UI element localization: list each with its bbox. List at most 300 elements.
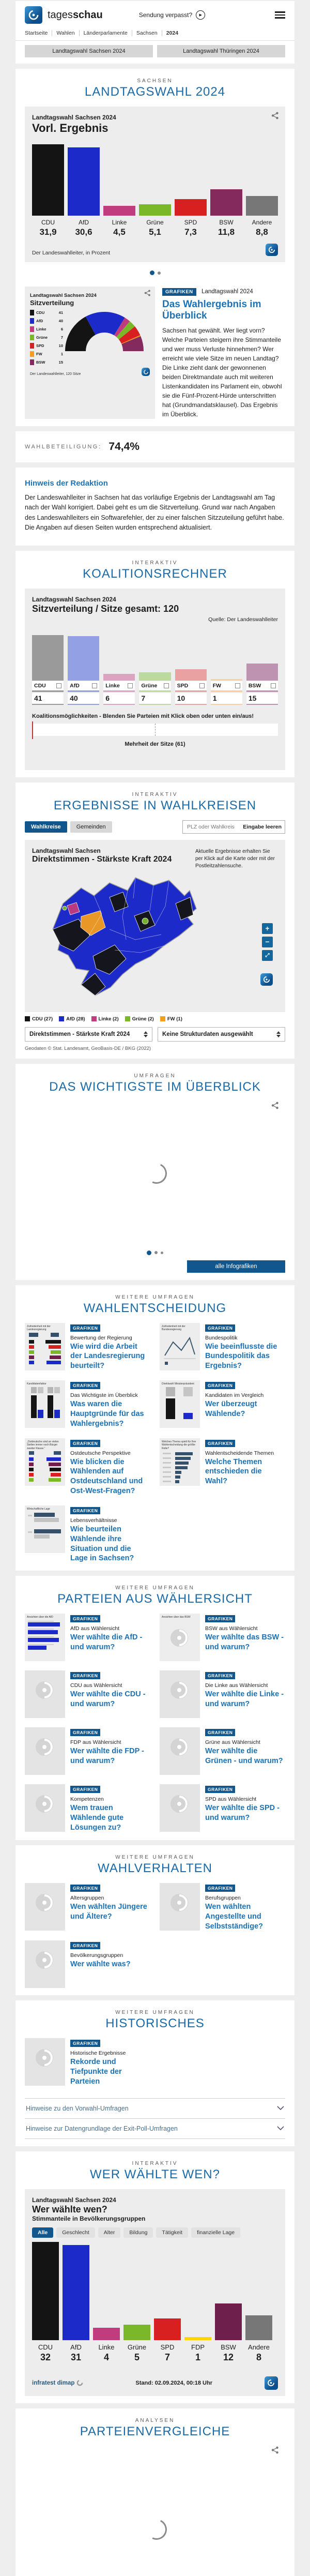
coalition-bar[interactable] bbox=[175, 669, 207, 680]
section-title: PARTEIENVERGLEICHE bbox=[80, 2424, 230, 2438]
filter-pill-finanzielle-lage[interactable]: finanzielle Lage bbox=[191, 2227, 240, 2238]
coalition-party-toggle[interactable] bbox=[32, 681, 64, 692]
teaser-title-link[interactable]: Wer wählte die AfD - und warum? bbox=[70, 1633, 143, 1652]
chart-column bbox=[68, 144, 100, 237]
coalition-kicker: Landtagswahl Sachsen 2024 bbox=[32, 595, 116, 603]
carousel-dots[interactable] bbox=[25, 1251, 285, 1255]
party-checkbox[interactable] bbox=[92, 683, 97, 688]
section-kicker: WEITERE UMFRAGEN bbox=[115, 1854, 195, 1860]
teaser-info bbox=[205, 1727, 285, 1775]
teaser-thumbnail bbox=[25, 1784, 65, 1832]
section-kicker: WEITERE UMFRAGEN bbox=[115, 1294, 195, 1300]
bar-afd[interactable] bbox=[68, 147, 100, 216]
teaser-card[interactable] bbox=[25, 2038, 150, 2087]
map-legend-item bbox=[160, 1016, 182, 1022]
coalition-party-toggle[interactable] bbox=[103, 681, 135, 692]
coalition-bar[interactable] bbox=[246, 664, 278, 680]
legend-seats: 15 bbox=[58, 360, 63, 365]
who-voted-subtitle: Stimmanteile in Bevölkerungsgruppen bbox=[32, 2215, 146, 2222]
chart-column bbox=[175, 144, 207, 237]
bar-value: 32 bbox=[40, 2352, 51, 2362]
teaser-kicker: Kompetenzen bbox=[70, 1796, 104, 1803]
teaser-title-link[interactable]: Welche Themen entschieden die Wahl? bbox=[205, 1457, 262, 1486]
thumbnail-chart-line-icon bbox=[162, 1333, 198, 1365]
legend-label: FW (1) bbox=[167, 1016, 182, 1022]
thumbnail-chart-ph-icon bbox=[162, 1786, 198, 1830]
chart-kicker: Landtagswahl Sachsen 2024 bbox=[32, 114, 116, 121]
teaser-kicker: Die Linke aus Wählersicht bbox=[205, 1682, 268, 1689]
carousel-dot[interactable] bbox=[154, 1251, 158, 1254]
teaser-text: Sachsen hat gewählt. Wer liegt vorn? Welche Parteien steigern ihre Stimmanteile und wer muss Verluste hinnehmen? Wer erreicht wie viele Sitze im neuen Landtag? Die Linke zieht dank der gewonnenen beiden Direktmandate auch mit weiteren Listenkandidaten ins Parlament ein, obwohl sie die Fünf-Prozent-Hürde unterschritten hat (Grundmandatsklausel). Das Ergebnis im Überblick. bbox=[162, 327, 282, 418]
teaser-card[interactable] bbox=[160, 1438, 285, 1496]
thumbnail-chart-ph-icon bbox=[27, 1942, 63, 1986]
menu-icon[interactable] bbox=[275, 11, 285, 19]
legend-swatch bbox=[30, 335, 34, 340]
grafiken-badge: GRAFIKEN bbox=[205, 1786, 235, 1793]
teaser-card[interactable] bbox=[160, 1883, 285, 1932]
thumbnail-caption: Ansichten über das BSW bbox=[162, 1616, 191, 1619]
legend-label: Grüne (2) bbox=[132, 1016, 154, 1022]
coalition-bar-area bbox=[103, 633, 135, 681]
bar-value: 11,8 bbox=[218, 227, 235, 237]
teaser-title-link[interactable]: Wen wählten Angestellte und Selbstständige? bbox=[205, 1902, 263, 1931]
region-tab-bar bbox=[16, 40, 295, 57]
grafiken-badge: GRAFIKEN bbox=[70, 1507, 100, 1514]
coalition-bar[interactable] bbox=[32, 635, 64, 681]
filter-pill-alle[interactable]: Alle bbox=[32, 2227, 53, 2238]
teaser-card[interactable] bbox=[160, 1614, 285, 1661]
legend-party: SPD bbox=[36, 343, 44, 348]
filter-pills bbox=[32, 2227, 278, 2238]
section-title: KOALITIONSRECHNER bbox=[83, 566, 227, 581]
teaser-card[interactable] bbox=[25, 1940, 150, 1988]
teaser-title-link[interactable]: Wer wählte das BSW - und warum? bbox=[205, 1633, 284, 1652]
chart-column bbox=[154, 2242, 181, 2363]
thumbnail-chart-ph-icon bbox=[162, 1673, 198, 1716]
overview-row bbox=[25, 287, 285, 419]
bar-spd[interactable] bbox=[154, 2318, 181, 2340]
coalition-bar[interactable] bbox=[68, 636, 99, 681]
teaser-kicker: Bundespolitik bbox=[205, 1334, 238, 1341]
plz-search-input[interactable] bbox=[186, 823, 243, 831]
breadcrumb-item[interactable]: Länderparlamente bbox=[79, 30, 132, 36]
bar-area bbox=[63, 2242, 89, 2340]
grafiken-badge: GRAFIKEN bbox=[205, 1615, 235, 1622]
teaser-kicker: AfD aus Wählersicht bbox=[70, 1625, 120, 1632]
tagesschau-logo[interactable] bbox=[25, 6, 42, 24]
zoom-out-button[interactable]: − bbox=[262, 937, 273, 947]
teaser-card[interactable] bbox=[160, 1380, 285, 1429]
section-kicker: INTERAKTIV bbox=[132, 791, 178, 797]
brand-wordmark[interactable] bbox=[48, 9, 103, 21]
zoom-in-button[interactable]: + bbox=[262, 923, 273, 934]
chart-column bbox=[215, 2242, 242, 2363]
section-wichtigste bbox=[16, 1064, 295, 1280]
thumbnail-chart-ph-icon bbox=[162, 1620, 198, 1652]
legend-party: Linke bbox=[36, 327, 47, 332]
header bbox=[16, 1, 295, 64]
teaser-info bbox=[70, 1505, 150, 1563]
coalition-bar[interactable] bbox=[211, 679, 242, 681]
bar-area bbox=[32, 144, 64, 216]
teaser-kicker: Grüne aus Wählersicht bbox=[205, 1739, 260, 1746]
teaser-card[interactable] bbox=[25, 1323, 150, 1372]
note-text: Der Landeswahlleiter in Sachsen hat das vorläufige Ergebnis der Landtagswahl am Tag nach der Wahl korrigiert. Dabei geht es um die Sitzverteilung. Grund war nach Angaben des Landeswahlleiters ein Softwarefehler, der zu einer falschen Sitzzuteilung geführt habe. Die Angaben auf diesen Seiten wurden entsprechend aktualisiert. bbox=[25, 494, 284, 532]
chart-column bbox=[63, 2242, 89, 2363]
coalition-bar-area bbox=[211, 633, 242, 681]
teaser-kicker: Wahlentscheidende Themen bbox=[205, 1450, 274, 1456]
bar-bsw[interactable] bbox=[215, 2303, 242, 2340]
legend-swatch bbox=[30, 310, 34, 315]
teaser-card[interactable] bbox=[160, 1727, 285, 1775]
bar-value: 31,9 bbox=[39, 227, 57, 237]
teaser-kicker: Lebensverhältnisse bbox=[70, 1517, 117, 1524]
teaser-card[interactable] bbox=[25, 1505, 150, 1563]
bar-grüne[interactable] bbox=[139, 204, 171, 216]
teaser-thumbnail bbox=[160, 1323, 200, 1370]
plz-searchbox bbox=[182, 820, 285, 834]
breadcrumb-item[interactable]: 2024 bbox=[162, 30, 182, 36]
thumbnail-chart-ph-icon bbox=[27, 1885, 63, 1929]
tab-landtagswahl-thueringen[interactable]: Landtagswahl Thüringen 2024 bbox=[157, 45, 285, 57]
section-ergebnis bbox=[16, 69, 295, 426]
seat-chart-source: Der Landeswahlleiter, 120 Sitze bbox=[30, 372, 81, 376]
share-icon[interactable] bbox=[271, 2446, 279, 2457]
tab-landtagswahl-sachsen[interactable]: Landtagswahl Sachsen 2024 bbox=[25, 45, 153, 57]
filter-pill-geschlecht[interactable]: Geschlecht bbox=[56, 2227, 95, 2238]
bar-cdu[interactable] bbox=[32, 2242, 59, 2340]
teaser-card[interactable] bbox=[160, 1670, 285, 1718]
map-legend bbox=[25, 1016, 285, 1022]
bar-label: AfD bbox=[70, 2343, 82, 2351]
teaser-grid bbox=[25, 1883, 285, 1989]
bar-area bbox=[215, 2242, 242, 2340]
teaser-card[interactable] bbox=[25, 1883, 150, 1932]
legend-label: Linke (2) bbox=[98, 1016, 119, 1022]
chart-column bbox=[32, 144, 64, 237]
coalition-column-linke bbox=[103, 633, 135, 705]
section-accordions bbox=[25, 2098, 285, 2139]
chart-column bbox=[210, 144, 242, 237]
thumbnail-chart-lage-icon bbox=[27, 1512, 63, 1544]
loading-spinner bbox=[143, 1160, 169, 1186]
teaser-info bbox=[205, 1380, 285, 1429]
coalition-party-toggle[interactable] bbox=[68, 681, 99, 692]
filter-pill-bildung[interactable]: Bildung bbox=[123, 2227, 153, 2238]
teaser-thumbnail bbox=[160, 1784, 200, 1832]
thumbnail-caption: Ansichten über die AfD bbox=[27, 1616, 53, 1619]
teaser-card[interactable] bbox=[25, 1784, 150, 1833]
party-checkbox[interactable] bbox=[164, 683, 169, 688]
teaser-title-link[interactable]: Wie blicken die Wählenden auf Ostdeutschland und Ost-West-Fragen? bbox=[70, 1457, 143, 1496]
coalition-bar-area bbox=[246, 633, 278, 681]
chart-column bbox=[184, 2242, 211, 2363]
teaser-title-link[interactable]: Was waren die Hauptgründe für das Wahlergebnis? bbox=[70, 1400, 144, 1428]
bar-andere[interactable] bbox=[246, 196, 278, 216]
party-checkbox[interactable] bbox=[128, 683, 133, 688]
legend-seats: 10 bbox=[58, 343, 63, 348]
chart-footer bbox=[32, 244, 278, 256]
party-checkbox[interactable] bbox=[56, 683, 61, 688]
map-source: Geodaten © Stat. Landesamt, GeoBasis-DE / BKG (2022) bbox=[25, 1045, 151, 1051]
teaser-info bbox=[205, 1883, 285, 1932]
breadcrumb-item[interactable]: Startseite bbox=[25, 30, 48, 36]
section-kicker: INTERAKTIV bbox=[132, 2160, 178, 2166]
structure-select[interactable] bbox=[158, 1027, 285, 1042]
saxony-map[interactable] bbox=[32, 867, 203, 1003]
thumbnail-chart-ost-icon bbox=[27, 1451, 63, 1483]
coalition-party-name: BSW bbox=[248, 682, 261, 689]
teaser-title-link[interactable]: Wer wählte die SPD - und warum? bbox=[205, 1804, 280, 1822]
teaser-info bbox=[70, 1670, 150, 1718]
bar-value: 4 bbox=[103, 2352, 109, 2362]
accordion-row[interactable] bbox=[25, 2098, 285, 2118]
teaser-thumbnail bbox=[25, 2038, 65, 2086]
legend-swatch bbox=[25, 1016, 30, 1021]
thumbnail-chart-ph-icon bbox=[27, 1673, 63, 1716]
teaser-title-link[interactable]: Wem trauen Wählende gute Lösungen zu? bbox=[70, 1804, 124, 1832]
teaser-card[interactable] bbox=[25, 1614, 150, 1661]
teaser-title-link[interactable]: Rekorde und Tiefpunkte der Parteien bbox=[70, 2058, 122, 2086]
teaser-thumbnail bbox=[25, 1883, 65, 1931]
grafiken-badge: GRAFIKEN bbox=[70, 2040, 100, 2047]
breadcrumb bbox=[25, 30, 285, 36]
share-icon[interactable] bbox=[271, 1102, 279, 1112]
coalition-title: Sitzverteilung / Sitze gesamt: 120 bbox=[32, 603, 179, 614]
carousel-dot-active[interactable] bbox=[147, 1251, 151, 1255]
chart-title: Vorl. Ergebnis bbox=[32, 122, 109, 134]
teaser-info bbox=[205, 1784, 285, 1833]
teaser-info bbox=[70, 1380, 150, 1429]
chart-column bbox=[103, 144, 135, 237]
chart-column bbox=[139, 144, 171, 237]
section-wahlkreise bbox=[16, 782, 295, 1059]
accordion-label: Hinweise zu den Vorwahl-Umfragen bbox=[26, 2104, 129, 2112]
teaser-kicker: Ostdeutsche Perspektive bbox=[70, 1450, 131, 1456]
party-checkbox[interactable] bbox=[271, 683, 276, 688]
stand-timestamp: Stand: 02.09.2024, 00:18 Uhr bbox=[135, 2379, 212, 2386]
legend-seats: 40 bbox=[58, 319, 63, 323]
legend-swatch bbox=[30, 318, 34, 324]
coalition-party-toggle[interactable] bbox=[175, 681, 207, 692]
thumbnail-caption: Kandidatenfaktor bbox=[27, 1382, 47, 1386]
fullscreen-button[interactable]: ⤢ bbox=[262, 950, 273, 961]
metric-select[interactable] bbox=[25, 1027, 152, 1042]
carousel-dot-active[interactable] bbox=[150, 270, 154, 275]
section-wahlentscheidung bbox=[16, 1285, 295, 1571]
bar-spd[interactable] bbox=[175, 199, 207, 216]
teaser-card[interactable] bbox=[160, 1323, 285, 1372]
breadcrumb-item[interactable]: Sachsen bbox=[132, 30, 162, 36]
tab-wahlkreise[interactable]: Wahlkreise bbox=[25, 821, 67, 833]
section-historisches bbox=[16, 2000, 295, 2146]
share-icon[interactable] bbox=[144, 290, 151, 299]
grafiken-badge: GRAFIKEN bbox=[70, 1440, 100, 1447]
bar-label: SPD bbox=[184, 219, 197, 226]
teaser-card[interactable] bbox=[25, 1727, 150, 1775]
coalition-party-toggle[interactable] bbox=[246, 681, 278, 692]
tagesschau-logo-glyph bbox=[27, 9, 40, 21]
coalition-bar[interactable] bbox=[139, 672, 171, 680]
section-title: PARTEIEN AUS WÄHLERSICHT bbox=[57, 1592, 253, 1606]
coalition-column-fw bbox=[211, 633, 242, 705]
teaser-title-link[interactable]: Wer wählte was? bbox=[70, 1960, 131, 1969]
teaser-kicker: Kandidaten im Vergleich bbox=[205, 1392, 264, 1399]
map-controls bbox=[262, 923, 273, 961]
coalition-seats: 10 bbox=[175, 693, 207, 705]
section-wahlverhalten bbox=[16, 1845, 295, 1996]
structure-select-value: Keine Strukturdaten ausgewählt bbox=[162, 1031, 253, 1037]
coalition-card bbox=[25, 589, 285, 770]
legend-label: CDU (27) bbox=[32, 1016, 53, 1022]
coalition-seats: 15 bbox=[246, 693, 278, 705]
filter-pill-tätigkeit[interactable]: Tätigkeit bbox=[156, 2227, 188, 2238]
party-checkbox[interactable] bbox=[235, 683, 240, 688]
tagesschau-watermark-icon bbox=[265, 2376, 278, 2390]
teaser-title-link[interactable]: Das Wahlergebnis im Überblick bbox=[162, 299, 261, 321]
bar-value: 1 bbox=[195, 2352, 200, 2362]
coalition-bar-area bbox=[139, 633, 171, 681]
teaser-title-link[interactable]: Wer wählte die Grünen - und warum? bbox=[205, 1747, 283, 1766]
thumbnail-caption: „Ostdeutsche sind an vielen Stellen immer noch Bürger zweiter Klasse.“ bbox=[27, 1440, 59, 1450]
majority-label: Mehrheit der Sitze (61) bbox=[125, 741, 185, 747]
bar-label: BSW bbox=[221, 2343, 236, 2351]
carousel-dot[interactable] bbox=[161, 1252, 163, 1254]
chart-column bbox=[32, 2242, 59, 2363]
bar-linke[interactable] bbox=[93, 2328, 120, 2340]
coalition-bar[interactable] bbox=[103, 674, 135, 681]
teaser-title-link[interactable]: Wie beeinflusste die Bundespolitik das Ergebnis? bbox=[205, 1342, 277, 1370]
section-kicker: ANALYSEN bbox=[135, 2417, 175, 2423]
chevron-down-icon bbox=[277, 2104, 284, 2113]
teaser-title-link[interactable]: Wie wird die Arbeit der Landesregierung beurteilt? bbox=[70, 1342, 145, 1370]
legend-swatch bbox=[30, 326, 34, 332]
turnout-value: 74,4% bbox=[109, 441, 140, 453]
carousel-dot[interactable] bbox=[158, 272, 161, 275]
teaser-card[interactable] bbox=[160, 1784, 285, 1833]
teaser-title-link[interactable]: Wer überzeugt Wählende? bbox=[205, 1400, 257, 1418]
thumbnail-chart-ph-icon bbox=[27, 2040, 63, 2084]
teaser-card[interactable] bbox=[25, 1438, 150, 1496]
accordion-label: Hinweise zur Datengrundlage der Exit-Poll-Umfragen bbox=[26, 2125, 178, 2132]
map-zone bbox=[32, 867, 278, 1006]
accordion-row[interactable] bbox=[25, 2118, 285, 2139]
legend-swatch bbox=[91, 1016, 97, 1021]
seat-legend bbox=[30, 310, 63, 368]
thumbnail-caption: Wirtschaftliche Lage bbox=[27, 1507, 51, 1511]
carousel-dots[interactable] bbox=[25, 270, 285, 275]
teaser-card[interactable] bbox=[25, 1380, 150, 1429]
teaser-title-link[interactable]: Wer wählte die CDU - und warum? bbox=[70, 1690, 146, 1709]
coalition-column-afd bbox=[68, 633, 99, 705]
teaser-kicker: Landtagswahl 2024 bbox=[202, 289, 253, 295]
district-tab-bar bbox=[25, 820, 285, 834]
bar-fdp[interactable] bbox=[184, 2337, 211, 2340]
grafiken-badge: GRAFIKEN bbox=[70, 1672, 100, 1679]
section-kicker: WEITERE UMFRAGEN bbox=[115, 2010, 195, 2016]
share-icon[interactable] bbox=[271, 112, 279, 122]
teaser-thumbnail bbox=[25, 1614, 65, 1661]
teaser-card[interactable] bbox=[25, 1670, 150, 1718]
teaser-info bbox=[70, 1438, 150, 1496]
result-bar-chart bbox=[32, 144, 278, 237]
loading-carousel bbox=[25, 1102, 285, 1242]
legend-swatch bbox=[30, 343, 34, 349]
bar-cdu[interactable] bbox=[32, 144, 64, 216]
bar-andere[interactable] bbox=[245, 2315, 272, 2340]
section-kicker: WEITERE UMFRAGEN bbox=[115, 1585, 195, 1591]
bar-value: 12 bbox=[223, 2352, 234, 2362]
section-parteien-aus-wählersicht bbox=[16, 1576, 295, 1840]
teaser-kicker: BSW aus Wählersicht bbox=[205, 1625, 258, 1632]
teaser-thumbnail bbox=[25, 1727, 65, 1775]
teaser-title-link[interactable]: Wie beurteilen Wählende ihre Situation und die Lage in Sachsen? bbox=[70, 1525, 134, 1563]
bar-area bbox=[123, 2242, 150, 2340]
teaser-title-link[interactable]: Wen wählten Jüngere und Ältere? bbox=[70, 1902, 147, 1921]
majority-track bbox=[32, 724, 278, 736]
tab-gemeinden[interactable]: Gemeinden bbox=[70, 821, 112, 833]
coalition-bar-area bbox=[175, 633, 207, 681]
coalition-seats: 6 bbox=[103, 693, 135, 705]
teaser-title-link[interactable]: Wer wählte die FDP - und warum? bbox=[70, 1747, 144, 1766]
teaser-info bbox=[70, 1940, 150, 1988]
grafiken-badge: GRAFIKEN bbox=[205, 1729, 235, 1736]
alle-infografiken-button[interactable]: alle Infografiken bbox=[187, 1260, 285, 1273]
legend-seats: 6 bbox=[60, 327, 63, 332]
teaser-info bbox=[70, 1883, 150, 1932]
bar-linke[interactable] bbox=[103, 206, 135, 216]
teaser-thumbnail bbox=[160, 1727, 200, 1775]
teaser-thumbnail bbox=[160, 1883, 200, 1931]
who-voted-kicker: Landtagswahl Sachsen 2024 bbox=[32, 2196, 116, 2204]
grafiken-badge: GRAFIKEN bbox=[70, 1729, 100, 1736]
section-hinweis bbox=[16, 468, 295, 546]
grafiken-badge: GRAFIKEN bbox=[205, 1324, 235, 1332]
coalition-bar-area bbox=[32, 633, 64, 681]
teaser-thumbnail bbox=[25, 1323, 65, 1370]
coalition-party-toggle[interactable] bbox=[139, 681, 171, 692]
bar-area bbox=[184, 2242, 211, 2340]
coalition-seats: 40 bbox=[68, 693, 99, 705]
breadcrumb-item[interactable]: Wahlen bbox=[52, 30, 79, 36]
bar-grüne[interactable] bbox=[123, 2325, 150, 2340]
teaser-title-link[interactable]: Wer wählte die Linke - und warum? bbox=[205, 1690, 284, 1709]
filter-pill-alter[interactable]: Alter bbox=[98, 2227, 121, 2238]
header-top bbox=[25, 6, 285, 24]
turnout-label: WAHLBETEILIGUNG: bbox=[25, 444, 102, 450]
brand-light: tages bbox=[48, 9, 73, 21]
coalition-party-name: Grüne bbox=[141, 682, 158, 689]
clear-input-button[interactable]: Eingabe leeren bbox=[243, 823, 282, 830]
coalition-column-spd bbox=[175, 633, 207, 705]
section-kicker: SACHSEN bbox=[137, 78, 173, 84]
map-hint: Aktuelle Ergebnisse erhalten Sie per Klick auf die Karte oder mit der Postleitzahlensuche. bbox=[195, 848, 275, 869]
coalition-party-toggle[interactable] bbox=[211, 681, 242, 692]
teaser-sections bbox=[0, 1285, 310, 2146]
party-checkbox[interactable] bbox=[199, 683, 205, 688]
legend-seats: 1 bbox=[60, 352, 63, 356]
teaser-thumbnail bbox=[160, 1438, 200, 1486]
bar-bsw[interactable] bbox=[210, 189, 242, 216]
legend-swatch bbox=[125, 1016, 130, 1021]
bar-afd[interactable] bbox=[63, 2245, 89, 2340]
teaser-grid bbox=[25, 2038, 285, 2087]
bar-area bbox=[32, 2242, 59, 2340]
bar-label: CDU bbox=[41, 219, 55, 226]
teaser-thumbnail bbox=[25, 1670, 65, 1718]
play-icon: ▶ bbox=[196, 10, 205, 20]
sendung-verpasst-link[interactable] bbox=[139, 10, 205, 20]
